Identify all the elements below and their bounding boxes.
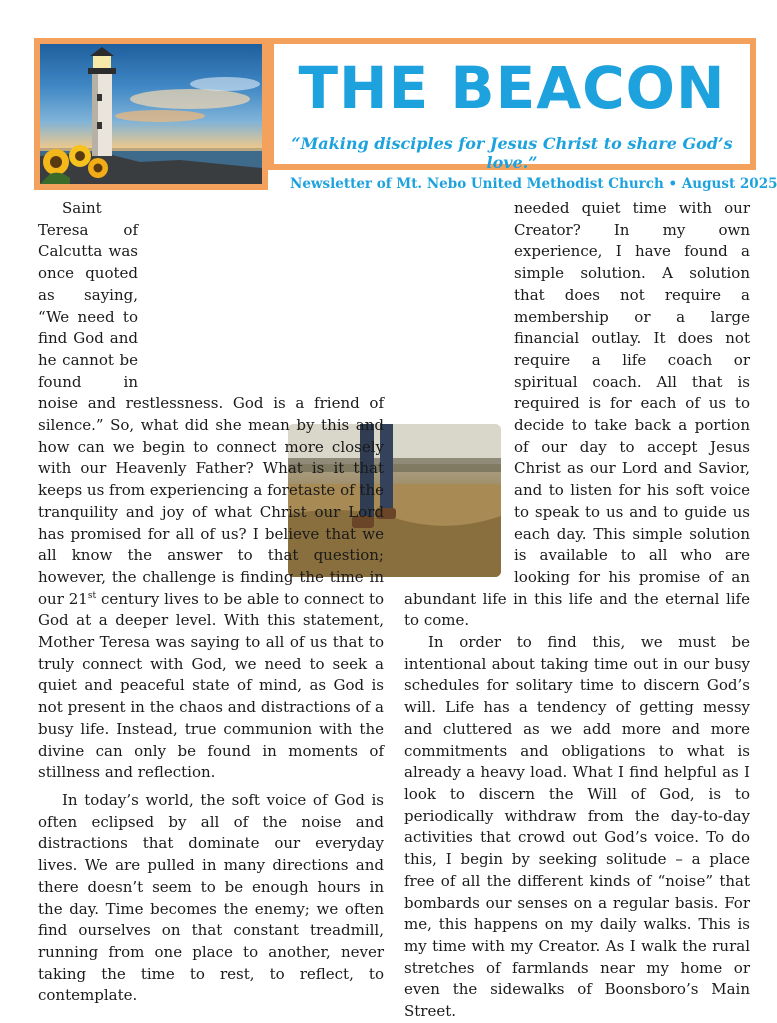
- paragraph-text: Saint Teresa of Calcutta was once quoted as saying, “We need to find God and he cannot be found in noise and restlessness. God is a friend of silence.” So, what did she mean by this and how can we begin to connect more closely with our Heavenly Father? What is it that keeps us from experiencing a foretaste of the tranquility and joy of what Christ our Lord has promised for all of us? I believe that we all know the answer to that question; however, the challenge is finding the time in our 21: [38, 199, 384, 608]
- article-paragraph: In order to find this, we must be intentional about taking time out in our busy schedules for solitary time to discern God’s will. Life has a tendency of getting messy and cluttered as we add more and more commitments and obligations to what is already a heavy load. What I find helpful as I look to discern the Will of God, is to periodically withdraw from the day-to-day activities that crowd out God’s voice. To do this, I begin by seeking solitude – a place free of all the different kinds of “noise” that bombards our senses on a regular basis. For me, this happens on my daily walks. This is my time with my Creator. As I walk the rural stretches of farmlands near my home or even the sidewalks of Boonsboro’s Main Street.: [404, 633, 750, 1021]
- article-paragraph: In today’s world, the soft voice of God is often eclipsed by all of the noise and distractions that dominate our everyday lives. We are pulled in many directions and there doesn’t seem to be enough hours in the day. Time becomes the enemy; we often find ourselves on that constant treadmill, running from one place to another, never taking the time to rest, to reflect, to contemplate.: [38, 790, 384, 1005]
- paragraph-text: century lives to be able to connect to God at a deeper level. With this statement, Mother Teresa was saying to all of us that to truly connect with God, we need to seek a quiet and peaceful state of mind, as God is not present in the chaos and distractions of a busy life. Instead, true communion with the divine can only be found in moments of stillness and reflection.: [38, 589, 385, 782]
- masthead-line: Newsletter of Mt. Nebo United Methodist Church • August 2025: [290, 176, 777, 192]
- article-column-right: [404, 198, 750, 1023]
- image-wrap-space: [148, 200, 384, 372]
- paragraph-text: needed quiet time with our Creator? In my own experience, I have found a simple solution. A solution that does not require a membership or a large financial outlay. It does not require a life coach or spiritual coach. All that is required is for each of us to decide to take back a portion of our day to accept Jesus Christ as our Lord and Savior, and to listen for his soft voice to speak to us and to guide us each day. This simple solution is available to all who are looking for his promise of an abundant life in this life and the eternal life to come.: [404, 199, 750, 630]
- article-column-left: [38, 198, 384, 1007]
- newsletter-title: THE BEACON: [298, 54, 726, 122]
- newsletter-tagline: “Making disciples for Jesus Christ to share God’s love.”: [291, 134, 733, 172]
- header-photo-frame: [34, 38, 268, 190]
- ordinal-suffix: st: [87, 590, 97, 601]
- title-box: [268, 38, 756, 170]
- article-paragraph: [404, 198, 750, 632]
- article-paragraph: [38, 198, 384, 784]
- lighthouse-image: [40, 44, 262, 184]
- image-wrap-space: [404, 406, 504, 578]
